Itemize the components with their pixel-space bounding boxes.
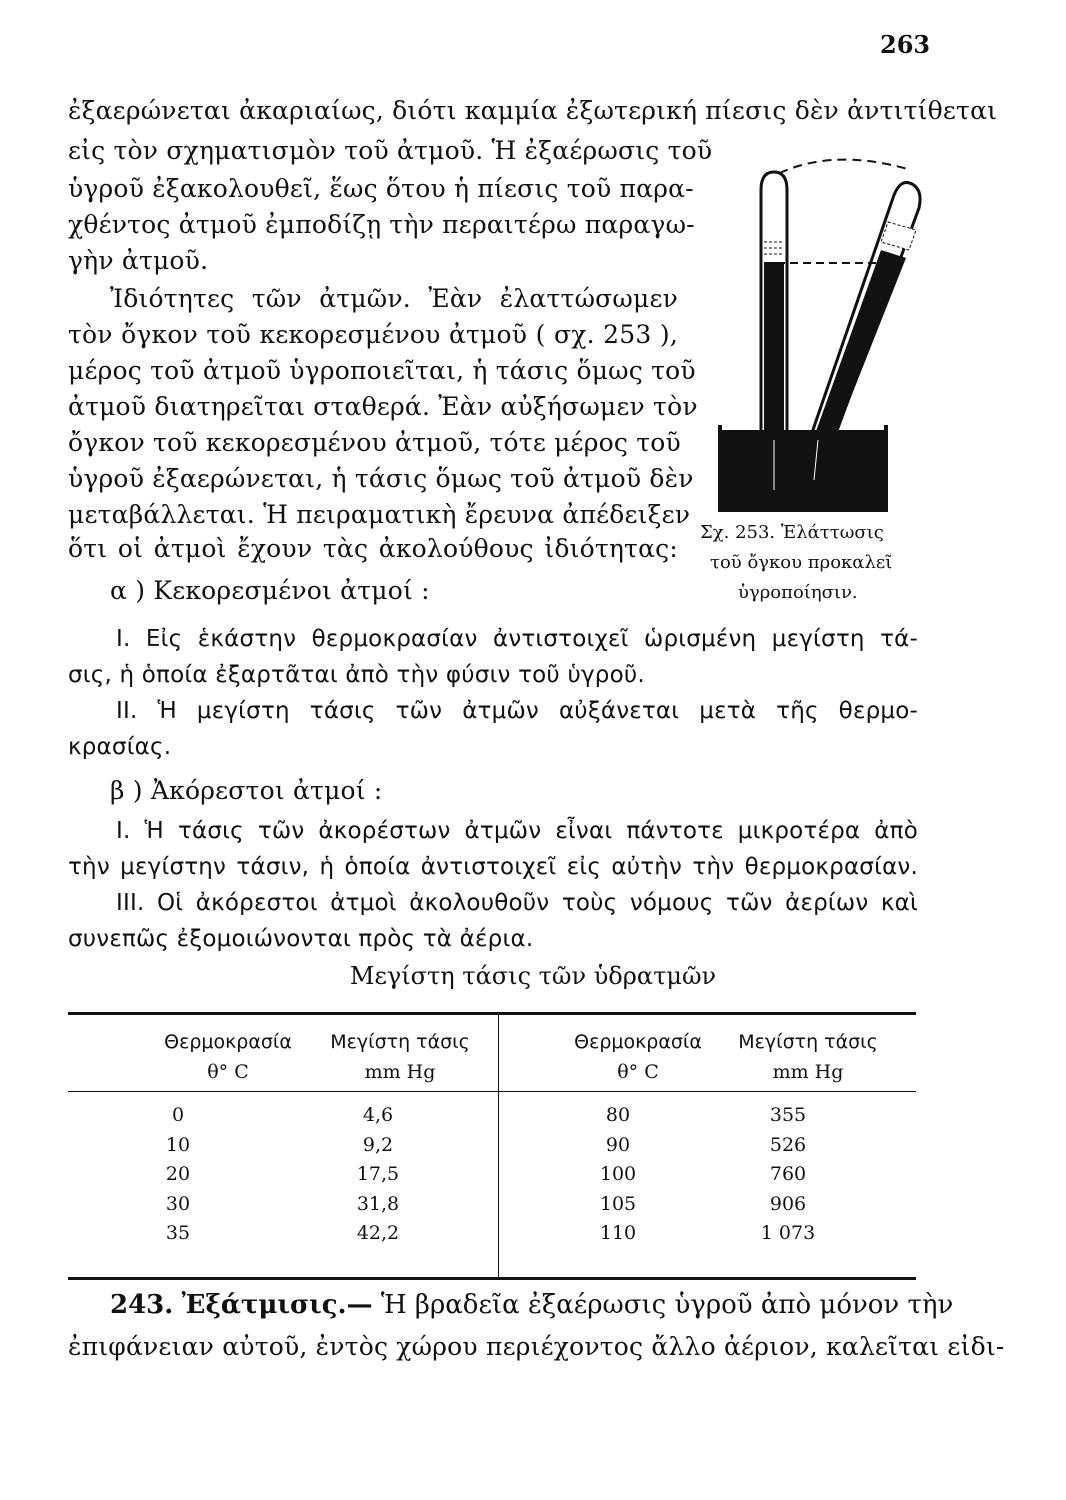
table-cell: 31,8 (356, 1192, 400, 1215)
section-text: ἐπιφάνειαν αὐτοῦ, ἐντὸς χώρου περιέχοντος ἄλλο ἀέριον, καλεῖται εἰδι- (68, 1332, 1005, 1361)
table-cell: 35 (165, 1222, 191, 1244)
vapor-pressure-table (68, 1012, 916, 1280)
table-cell: 355 (769, 1104, 807, 1126)
table-cell: 30 (165, 1192, 191, 1215)
column-divider (498, 1015, 499, 1277)
text-line: ἀτμοῦ διατηρεῖται σταθερά. Ἐὰν αὐξήσωμεν τὸν (68, 392, 698, 421)
text-line: ὅτι οἱ ἀτμοὶ ἔχουν τὰς ἀκολούθους ἰδιότητας: (68, 534, 678, 563)
section-text: Ἡ βραδεῖα ἐξαέρωσις ὑγροῦ ἀπὸ μόνον τὴν (380, 1290, 954, 1320)
text-line: ὑγροῦ ἐξακολουθεῖ, ἕως ὅτου ἡ πίεσις τοῦ παρα- (68, 174, 694, 203)
section-heading-line (110, 1290, 953, 1320)
property-line: σις, ἡ ὁποία ἐξαρτᾶται ἀπὸ τὴν φύσιν τοῦ ὑγροῦ. (68, 662, 645, 688)
dashed-arc (766, 160, 911, 180)
header-rule (68, 1091, 916, 1092)
property-line: κρασίας. (68, 734, 172, 760)
table-cell: 1 073 (760, 1222, 816, 1244)
table-cell: 80 (605, 1104, 631, 1126)
table-cell: 10 (165, 1133, 191, 1156)
figure-caption: ὑγροποίησιν. (738, 582, 858, 603)
table-cell: 90 (605, 1133, 631, 1156)
header-temperature: Θερμοκρασία θ° C (574, 1031, 702, 1083)
header-pressure: Μεγίστη τάσις mm Hg (330, 1031, 470, 1083)
figure-caption: τοῦ ὄγκου προκαλεῖ (710, 552, 893, 573)
table-cell: 9,2 (362, 1133, 394, 1156)
property-line: τὴν μεγίστην τάσιν, ἡ ὁποία ἀντιστοιχεῖ εἰς αὐτὴν τὴν θερμοκρασίαν. (68, 854, 918, 880)
section-title: Ἐξάτμισις.— (181, 1290, 373, 1320)
property-line: III. Οἱ ἀκόρεστοι ἀτμοὶ ἀκολουθοῦν τοὺς νόμους τῶν ἀερίων καὶ (116, 890, 918, 916)
table-cell: 42,2 (356, 1222, 400, 1244)
table-cell: 105 (599, 1192, 637, 1215)
vertical-tube (761, 172, 787, 450)
property-line: I. Ἡ τάσις τῶν ἀκορέστων ἀτμῶν εἶναι πάντοτε μικροτέρα ἀπὸ (116, 818, 918, 844)
column-left-press (338, 1101, 418, 1249)
text-line: Ἰδιότητες τῶν ἀτμῶν. Ἐὰν ἐλαττώσωμεν (110, 284, 678, 313)
table-cell: 17,5 (356, 1163, 400, 1185)
text-line: τὸν ὄγκον τοῦ κεκορεσμένου ἀτμοῦ ( σχ. 253 ), (68, 320, 678, 349)
text-line: ὄγκον τοῦ κεκορεσμένου ἀτμοῦ, τότε μέρος τοῦ (68, 428, 681, 457)
table-cell: 760 (769, 1163, 807, 1185)
figure-caption: Σχ. 253. Ἐλάττωσις (700, 522, 884, 543)
column-left-temps (148, 1101, 208, 1249)
property-line: I. Εἰς ἑκάστην θερμοκρασίαν ἀντιστοιχεῖ ὡρισμένη μεγίστη τά- (116, 626, 918, 652)
text-line: ὑγροῦ ἐξαερώνεται, ἡ τάσις ὅμως τοῦ ἀτμοῦ δὲν (68, 464, 694, 493)
table-title: Μεγίστη τάσις τῶν ὑδρατμῶν (349, 962, 717, 990)
beta-heading: β ) Ἀκόρεστοι ἀτμοί : (110, 776, 383, 805)
table-cell: 20 (165, 1163, 191, 1185)
property-line: II. Ἡ μεγίστη τάσις τῶν ἀτμῶν αὐξάνεται μετὰ τῆς θερμο- (116, 698, 918, 724)
figure-vapor-tubes (716, 150, 926, 515)
table-cell: 110 (599, 1222, 637, 1244)
table-cell: 4,6 (362, 1104, 394, 1126)
liquid (722, 430, 884, 508)
column-right-temps (578, 1101, 658, 1249)
text-line: μέρος τοῦ ἀτμοῦ ὑγροποιεῖται, ἡ τάσις ὅμως τοῦ (68, 356, 696, 385)
text-line: γὴν ἀτμοῦ. (68, 246, 209, 275)
property-line: συνεπῶς ἐξομοιώνονται πρὸς τὰ ἀέρια. (68, 926, 534, 952)
alpha-heading: α ) Κεκορεσμένοι ἀτμοί : (110, 576, 430, 605)
text-line: ἐξαερώνεται ἀκαριαίως, διότι καμμία ἐξωτερική πίεσις δὲν ἀντιτίθεται (68, 96, 998, 125)
section-number: 243. (110, 1290, 174, 1320)
table-cell: 526 (769, 1133, 807, 1156)
header-temperature: Θερμοκρασία θ° C (164, 1031, 292, 1083)
table-cell: 906 (769, 1192, 807, 1215)
column-right-press (738, 1101, 838, 1249)
text-line: εἰς τὸν σχηματισμὸν τοῦ ἀτμοῦ. Ἡ ἐξαέρωσις τοῦ (68, 136, 713, 165)
text-line: μεταβάλλεται. Ἡ πειραματικὴ ἔρευνα ἀπέδειξεν (68, 500, 691, 529)
table-cell: 100 (599, 1163, 637, 1185)
table-cell: 0 (171, 1104, 185, 1126)
page-number: 263 (880, 30, 931, 59)
header-pressure: Μεγίστη τάσις mm Hg (738, 1031, 878, 1083)
inclined-tube (806, 182, 920, 455)
text-line: χθέντος ἀτμοῦ ἐμποδίζῃ τὴν περαιτέρω παραγω- (68, 210, 695, 239)
